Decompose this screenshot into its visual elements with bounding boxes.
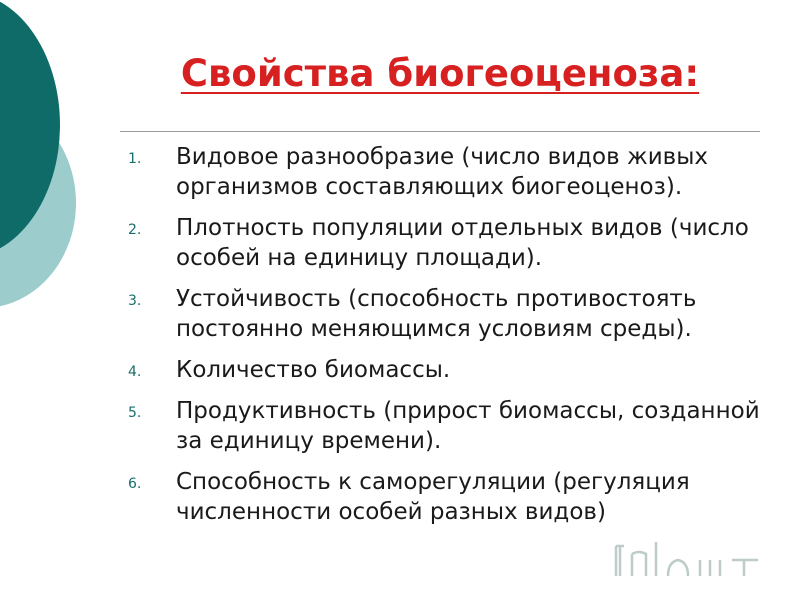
- list-item: [128, 213, 778, 273]
- list-item-number: 5.: [128, 405, 142, 421]
- list-item-number: 3.: [128, 293, 142, 309]
- slide-title: Свойства биогеоценоза:: [180, 52, 700, 95]
- list-item-number: 6.: [128, 476, 142, 492]
- list-item: [128, 396, 778, 456]
- list-item-text: Количество биомассы.: [176, 357, 451, 383]
- list-item-text: Видовое разнообразие (число видов живых организмов составляющих биогеоценоз).: [176, 144, 708, 200]
- list-item-number: 1.: [128, 151, 142, 167]
- list-item-number: 2.: [128, 222, 142, 238]
- properties-list: [128, 142, 778, 538]
- watermark-logo: [612, 536, 762, 580]
- list-item-text: Устойчивость (способность противостоять постоянно меняющимся условиям среды).: [176, 286, 697, 342]
- list-item: [128, 284, 778, 344]
- list-item-text: Продуктивность (прирост биомассы, созданной за единицу времени).: [176, 398, 760, 454]
- list-item-text: Плотность популяции отдельных видов (число особей на единицу площади).: [176, 215, 749, 271]
- list-item: [128, 467, 778, 527]
- list-item: [128, 142, 778, 202]
- list-item-text: Способность к саморегуляции (регуляция численности особей разных видов): [176, 469, 690, 525]
- list-item: [128, 355, 778, 385]
- list-item-number: 4.: [128, 364, 142, 380]
- title-divider: [120, 131, 760, 132]
